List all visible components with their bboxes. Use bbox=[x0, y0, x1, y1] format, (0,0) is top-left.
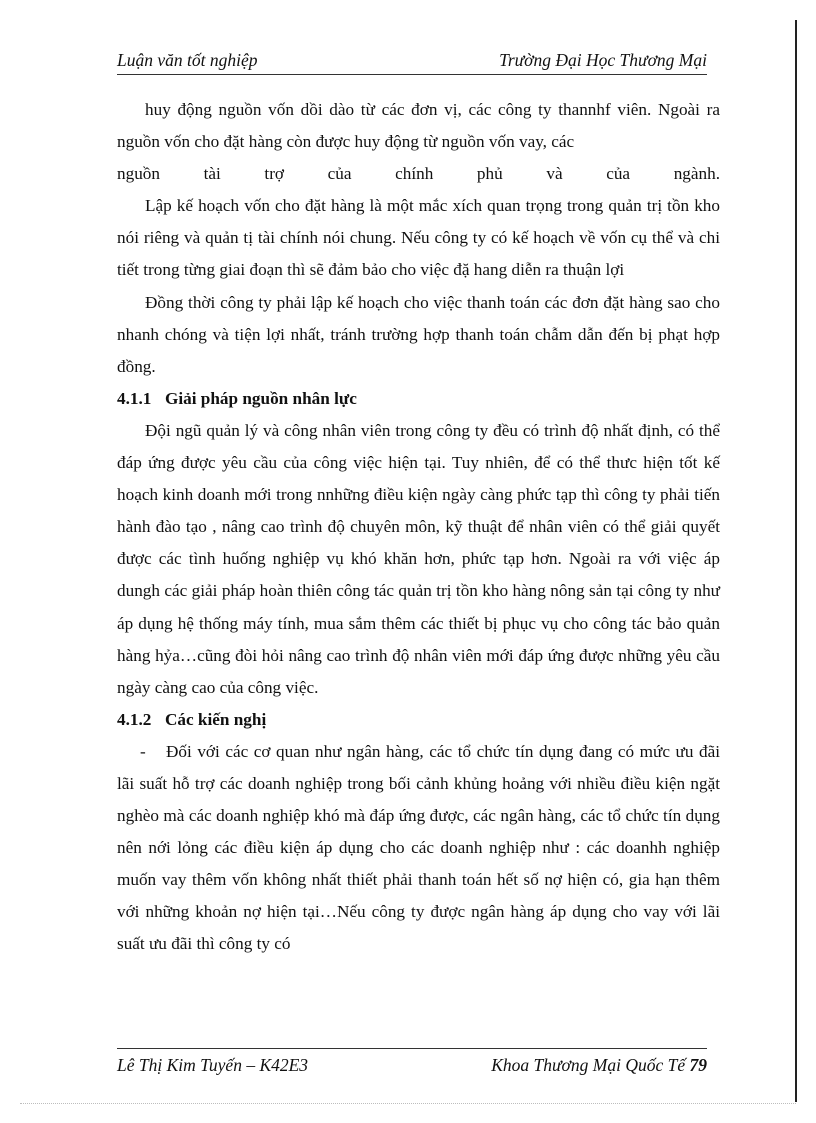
page-header bbox=[117, 46, 707, 75]
section-number: 4.1.2 bbox=[117, 709, 152, 729]
section-title: Giải pháp nguồn nhân lực bbox=[165, 388, 357, 408]
document-body bbox=[117, 94, 720, 961]
paragraph-payment-plan: Đồng thời công ty phải lập kế hoạch cho việc thanh toán các đơn đặt hàng sao cho nhanh chóng và tiện lợi nhất, tránh trường hợp thanh toán chẫm dẫn đến bị phạt hợp đồng. bbox=[117, 292, 720, 376]
page-number: 79 bbox=[689, 1055, 707, 1075]
footer-author: Lê Thị Kim Tuyến – K42E3 bbox=[117, 1055, 309, 1075]
section-heading-human-resources bbox=[117, 383, 720, 415]
list-item-bank-recommendation bbox=[117, 736, 720, 961]
section-number: 4.1.1 bbox=[117, 388, 152, 408]
footer-faculty bbox=[491, 1055, 707, 1076]
paragraph-capital-plan: Lập kế hoạch vốn cho đặt hàng là một mắc xích quan trọng trong quản trị tồn kho nói riêng và quản tị tài chính nói chung. Nếu công ty có kế hoạch về vốn cụ thể và chi tiết trong từng giai đoạn thì sẽ đảm bảo cho việc đặ hang diễn ra thuận lợi bbox=[117, 196, 720, 280]
paragraph-funding-sources: huy động nguồn vốn dồi dào từ các đơn vị, các công ty thannhf viên. Ngoài ra nguồn vốn cho đặt hàng còn được huy động từ nguồn vốn vay, các bbox=[117, 100, 720, 152]
page-border-right bbox=[795, 20, 797, 1102]
page-footer bbox=[117, 1048, 707, 1081]
header-university-name: Trường Đại Học Thương Mại bbox=[499, 50, 707, 70]
footer-faculty-name: Khoa Thương Mại Quốc Tế bbox=[491, 1055, 686, 1075]
paragraph-funding-sources-end: nguồn tài trợ của chính phủ và của ngành. bbox=[117, 164, 720, 184]
list-item-text: Đối với các cơ quan như ngân hàng, các tổ chức tín dụng đang có mức ưu đãi lãi suất hỗ trợ các doanh nghiệp trong bối cảnh khủng hoảng với nhiều điều kiện ngặt nghèo mà các doanh nghiệp khó mà đáp ứng được, các ngân hàng, các tổ chức tín dụng nên nới lỏng các điều kiện áp dụng cho các doanh nghiệp như : các doanhh nghiệp muốn vay thêm vốn không nhất thiết phải thanh toán hết số nợ hiện có, gia hạn thêm với những khoản nợ hiện tại…Nếu công ty được ngân hàng áp dụng cho vay với lãi suất ưu đãi thì công ty có bbox=[117, 741, 720, 954]
list-dash: - bbox=[140, 741, 146, 761]
paragraph-staff-training: Đội ngũ quản lý và công nhân viên trong công ty đều có trình độ nhất định, có thể đáp ứng được yêu cầu của công việc hiện tại. Tuy nhiên, để có thể thưc hiện tốt kế hoạch kinh doanh mới trong nnhững điều kiện ngày càng phức tạp thì công ty phải tiến hành đào tạo , nâng cao trình độ chuyên môn, kỹ thuật để nhân viên có thể giải quyết được các tình huống nghiệp vụ khó khăn hơn, phức tạp hơn. Ngoài ra với việc áp dungh các giải pháp hoàn thiên công tác quản trị tồn kho hàng nông sản tại công ty như áp dụng hệ thống máy tính, mua sắm thêm các thiết bị phục vụ cho công tác bảo quản hàng hỷa…cũng đòi hỏi nâng cao trình độ nhân viên mới đáp ứng được những yêu cầu ngày càng cao của công việc. bbox=[117, 420, 720, 697]
section-heading-recommendations bbox=[117, 704, 720, 736]
header-thesis-label: Luận văn tốt nghiệp bbox=[117, 50, 258, 70]
section-title: Các kiến nghị bbox=[165, 709, 267, 729]
page-border-bottom bbox=[20, 1103, 796, 1104]
